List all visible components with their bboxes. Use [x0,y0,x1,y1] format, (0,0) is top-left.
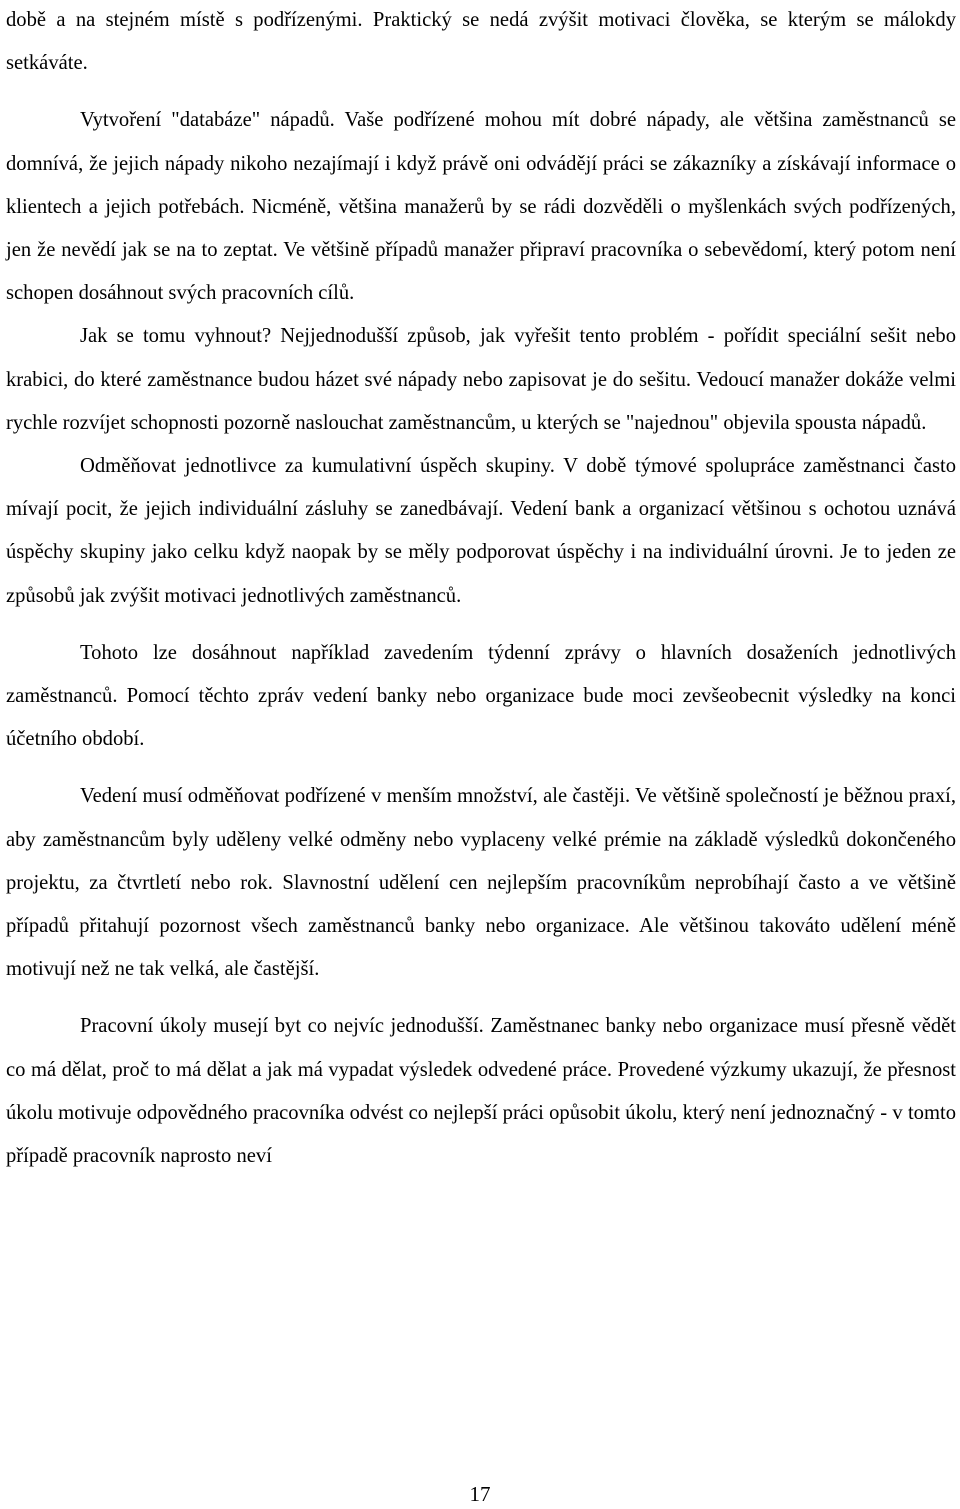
paragraph-reward-individuals: Odměňovat jednotlivce za kumulativní úspěch skupiny. V době týmové spolupráce zaměstnanci často mívají pocit, že jejich individuální zásluhy se zanedbávají. Vedení bank a organizací většinou s ochotou uznává úspěchy skupiny jako celku když naopak by se měly podporovat úspěchy i na individuální úrovni. Je to jeden ze způsobů jak zvýšit motivaci jednotlivých zaměstnanců. [6,455,956,607]
page-number: 17 [469,1482,491,1506]
body-text [6,0,956,1178]
paragraph-smaller-rewards: Vedení musí odměňovat podřízené v menším množství, ale častěji. Ve většině společností je běžnou praxí, aby zaměstnancům byly uděleny velké odměny nebo vyplaceny velké prémie na základě výsledků dokončeného projektu, za čtvrtletí nebo rok. Slavnostní udělení cen nejlepším pracovníkům neprobíhají často a ve většině případů přitahují pozornost všech zaměstnanců banky nebo organizace. Ale většinou takováto udělení méně motivují než ne tak velká, ale častější. [6,785,956,981]
paragraph-simple-tasks: Pracovní úkoly musejí byt co nejvíc jednodušší. Zaměstnanec banky nebo organizace musí přesně vědět co má dělat, proč to má dělat a jak má vypadat výsledek odvedené práce. Provedené výzkumy ukazují, že přesnost úkolu motivuje odpovědného pracovníka odvést co nejlepší práci opůsobit úkolu, který není jednoznačný - v tomto případě pracovník naprosto neví [6,1015,956,1168]
paragraph-continuation: době a na stejném místě s podřízenými. Praktický se nedá zvýšit motivaci člověka, se kterým se málokdy setkáváte. [6,9,956,75]
paragraph-how-to-avoid: Jak se tomu vyhnout? Nejjednodušší způsob, jak vyřešit tento problém - pořídit speciální sešit nebo krabici, do které zaměstnance budou házet své nápady nebo zapisovat je do sešitu. Vedoucí manažer dokáže velmi rychle rozvíjet schopnosti pozorně naslouchat zaměstnancům, u kterých se "najednou" objevila spousta nápadů. [6,325,956,434]
paragraph-ideas-database: Vytvoření "databáze" nápadů. Vaše podřízené mohou mít dobré nápady, ale většina zaměstnanců se domnívá, že jejich nápady nikoho nezajímají i když právě oni odvádějí práci se zákazníky a získávají informace o klientech a jejich potřebách. Nicméně, většina manažerů by se rádi dozvěděli o myšlenkách svých podřízených, jen že nevědí jak se na to zeptat. Ve většině případů manažer připraví pracovníka o sebevědomí, který potom není schopen dosáhnout svých pracovních cílů. [6,109,956,305]
paragraph-weekly-reports: Tohoto lze dosáhnout například zavedením týdenní zprávy o hlavních dosaženích jednotlivých zaměstnanců. Pomocí těchto zpráv vedení banky nebo organizace bude moci zevšeobecnit výsledky na konci účetního období. [6,641,956,751]
